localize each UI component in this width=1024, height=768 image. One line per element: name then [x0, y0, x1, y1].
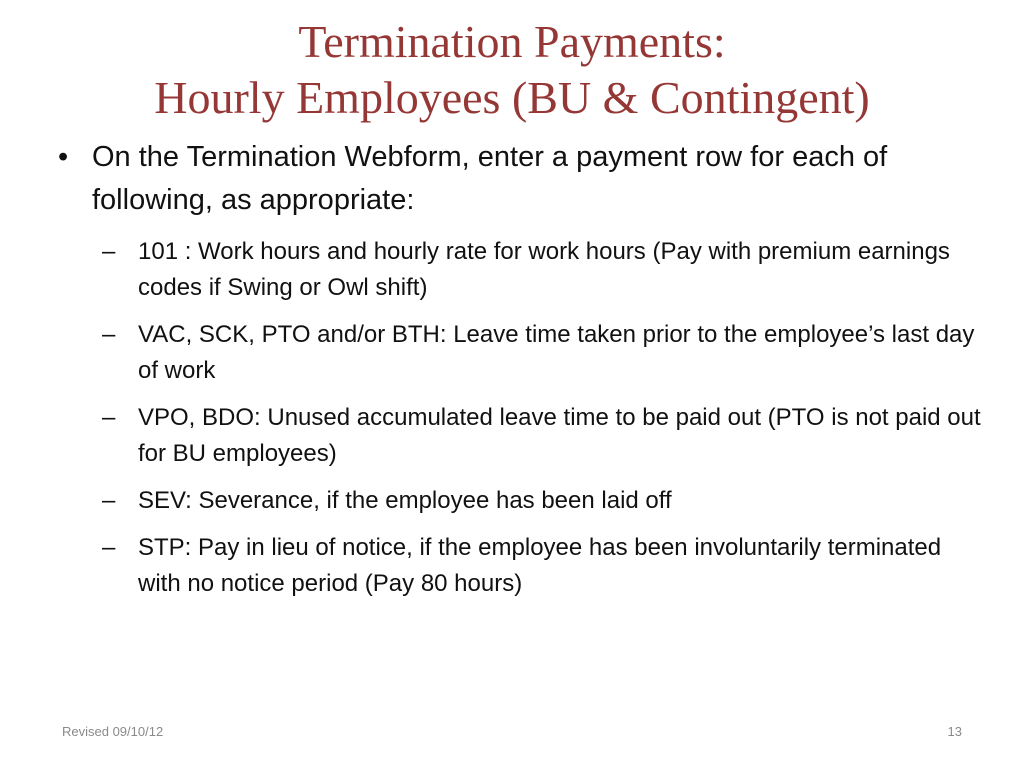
sub-bullet-text: VPO, BDO: Unused accumulated leave time to be paid out (PTO is not paid out for BU employees)	[138, 404, 981, 467]
slide-body	[56, 136, 986, 613]
title-line-2: Hourly Employees (BU & Contingent)	[154, 72, 870, 123]
sub-bullet-list	[56, 234, 986, 602]
main-bullet-text: On the Termination Webform, enter a payment row for each of following, as appropriate:	[92, 141, 888, 216]
main-bullet	[56, 136, 986, 222]
sub-bullet-notice-pay	[56, 530, 986, 602]
dash-marker: –	[102, 487, 116, 514]
dash-marker: –	[102, 238, 116, 265]
sub-bullet-leave-taken	[56, 317, 986, 389]
sub-bullet-text: VAC, SCK, PTO and/or BTH: Leave time taken prior to the employee’s last day of work	[138, 321, 975, 384]
sub-bullet-severance	[56, 483, 986, 519]
title-line-1: Termination Payments:	[298, 16, 726, 67]
slide-title	[40, 14, 984, 126]
revision-date: Revised 09/10/12	[62, 724, 164, 739]
dash-marker: –	[102, 404, 116, 431]
sub-bullet-101	[56, 234, 986, 306]
page-number: 13	[947, 724, 962, 739]
sub-bullet-text: SEV: Severance, if the employee has been laid off	[138, 487, 672, 514]
sub-bullet-payout	[56, 400, 986, 472]
dash-marker: –	[102, 534, 116, 561]
dash-marker: –	[102, 321, 116, 348]
sub-bullet-text: 101 : Work hours and hourly rate for work hours (Pay with premium earnings codes if Swing or Owl shift)	[138, 238, 950, 301]
sub-bullet-text: STP: Pay in lieu of notice, if the employee has been involuntarily terminated with no notice period (Pay 80 hours)	[138, 534, 942, 597]
bullet-marker: •	[58, 141, 69, 173]
